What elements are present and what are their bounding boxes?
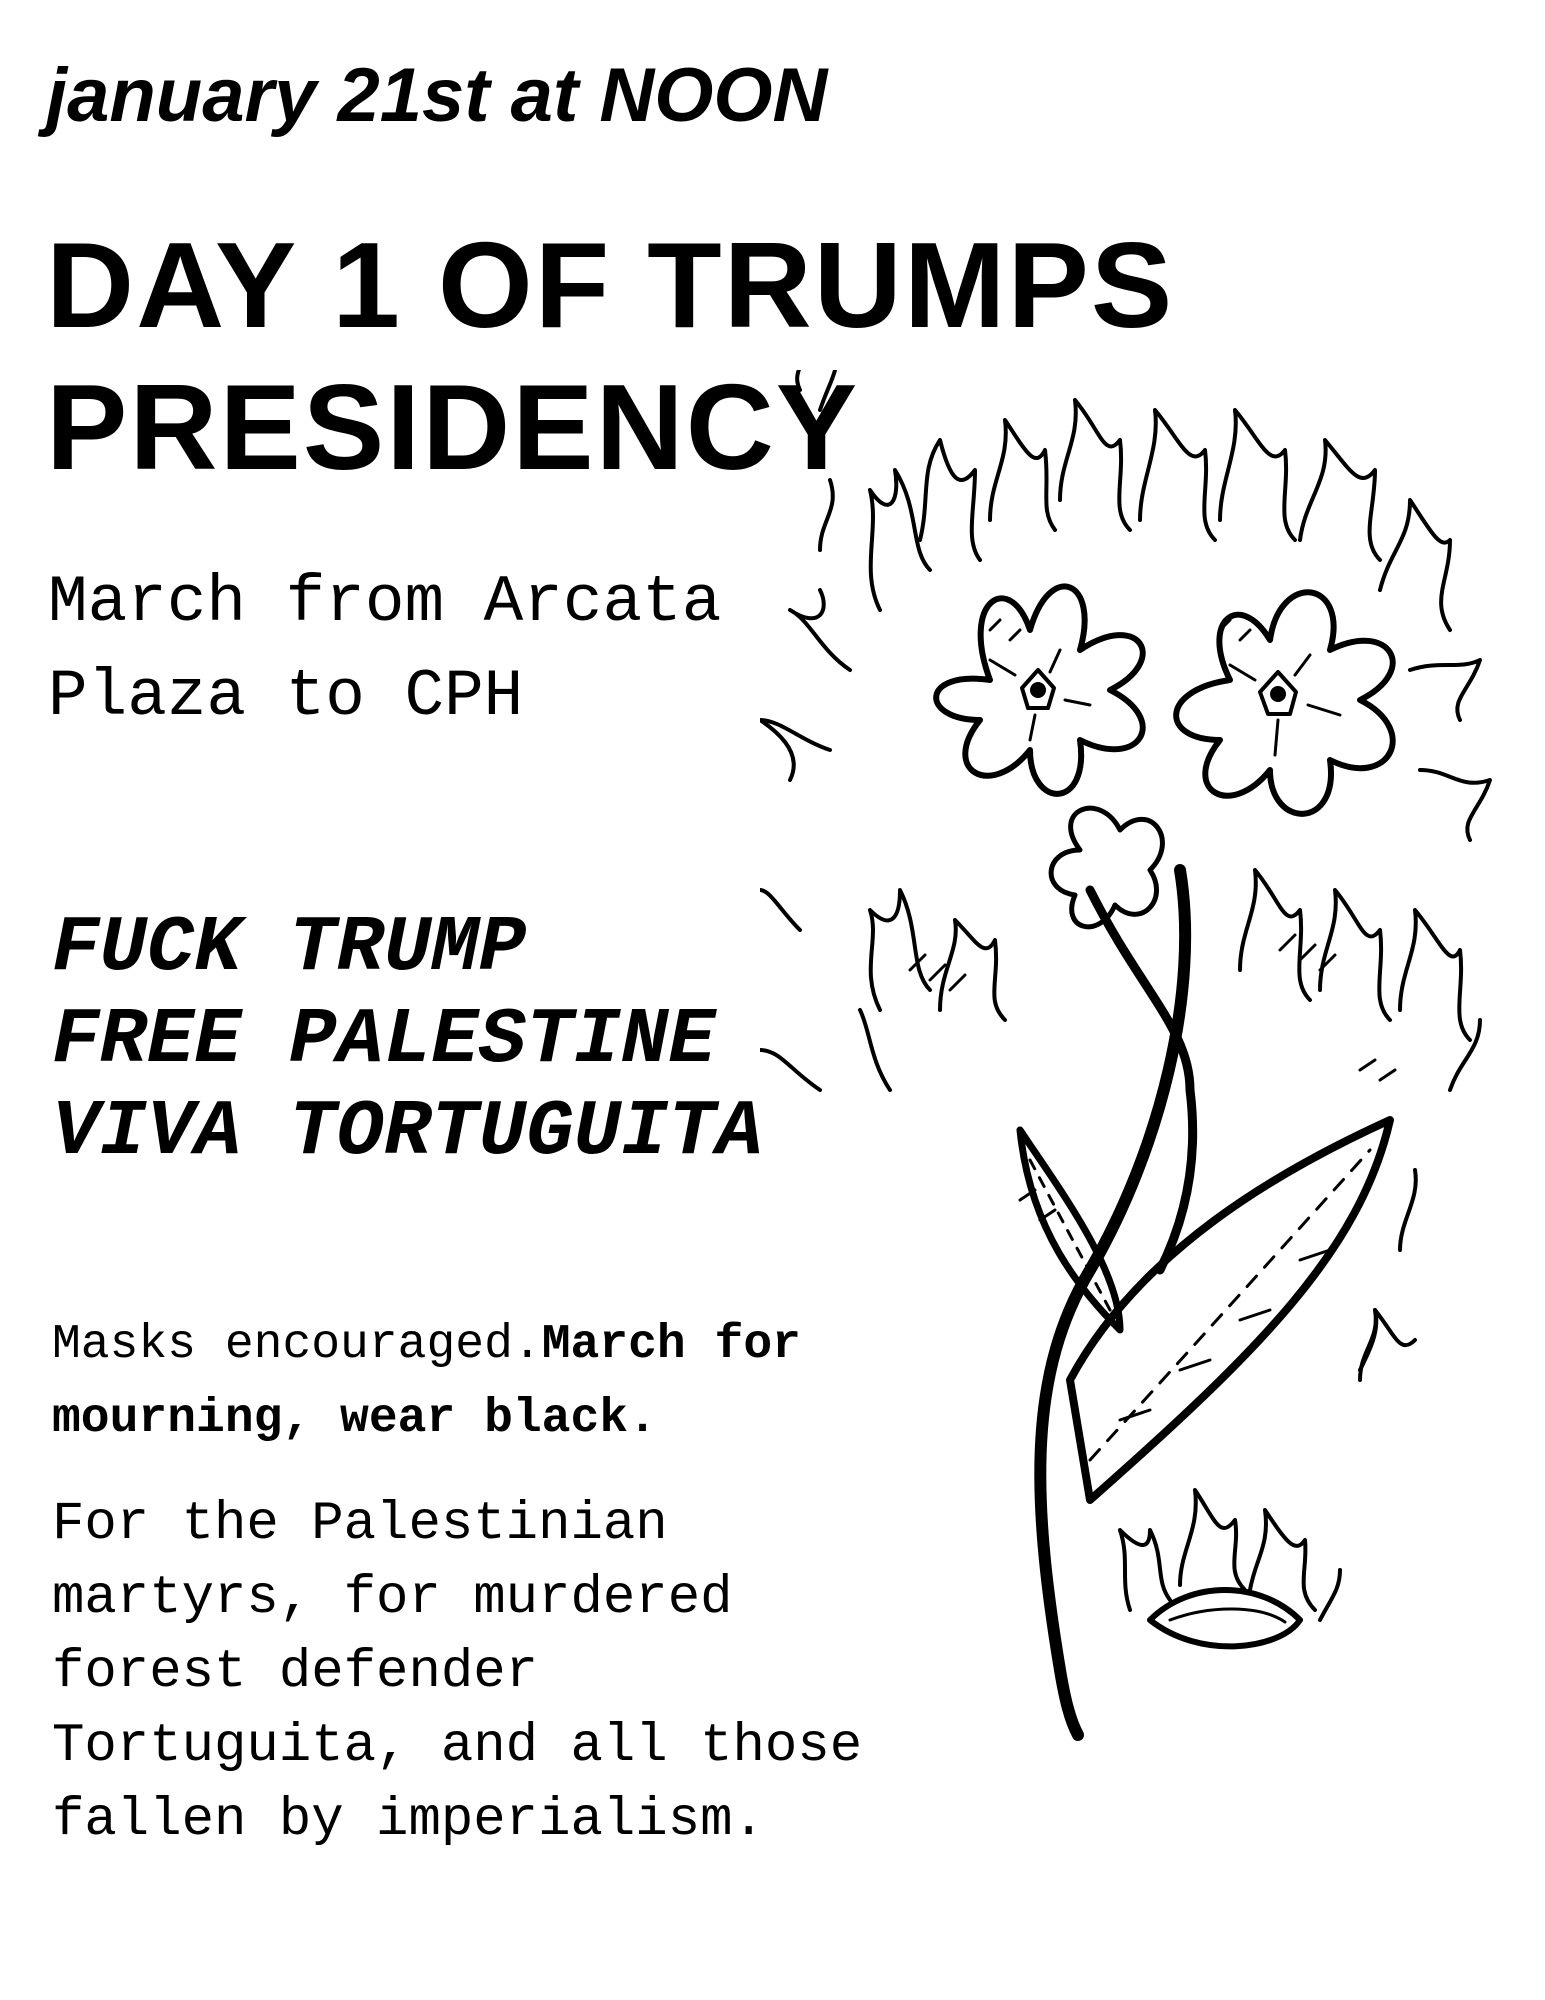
- burning-flowers-icon: [760, 370, 1520, 1840]
- headline-line-1: DAY 1 OF TRUMPS: [46, 217, 1175, 353]
- left-flower-icon: [936, 586, 1143, 793]
- right-leaf-icon: [1070, 1120, 1390, 1500]
- right-flower-icon: [1176, 592, 1393, 814]
- event-date-time: january 21st at NOON: [46, 53, 828, 138]
- slogan-1: FUCK TRUMP: [52, 903, 527, 993]
- route-line-1: March from Arcata: [48, 565, 722, 640]
- mourning-note: March for mourning, wear black.: [52, 1318, 801, 1446]
- flames-icon: [760, 370, 1490, 1620]
- dedication-line-1: For the Palestinian: [52, 1494, 668, 1555]
- headline-line-2: PRESIDENCY: [46, 359, 860, 495]
- masks-note: Masks encouraged.: [52, 1318, 542, 1372]
- dedication-line-3: forest defender: [52, 1642, 539, 1703]
- route-line-2: Plaza to CPH: [48, 659, 524, 734]
- march-route: [48, 556, 721, 744]
- dedication-line-5: fallen by imperialism.: [52, 1790, 765, 1851]
- small-flower-icon: [1051, 808, 1162, 927]
- slogan-2: FREE PALESTINE: [52, 995, 716, 1085]
- fallen-petal-icon: [1150, 1590, 1300, 1646]
- dedication-line-2: martyrs, for murdered: [52, 1568, 733, 1629]
- slogan-3: VIVA TORTUGUITA: [52, 1087, 764, 1177]
- slogans: [52, 902, 763, 1178]
- dedication-line-4: Tortuguita, and all those: [52, 1716, 863, 1777]
